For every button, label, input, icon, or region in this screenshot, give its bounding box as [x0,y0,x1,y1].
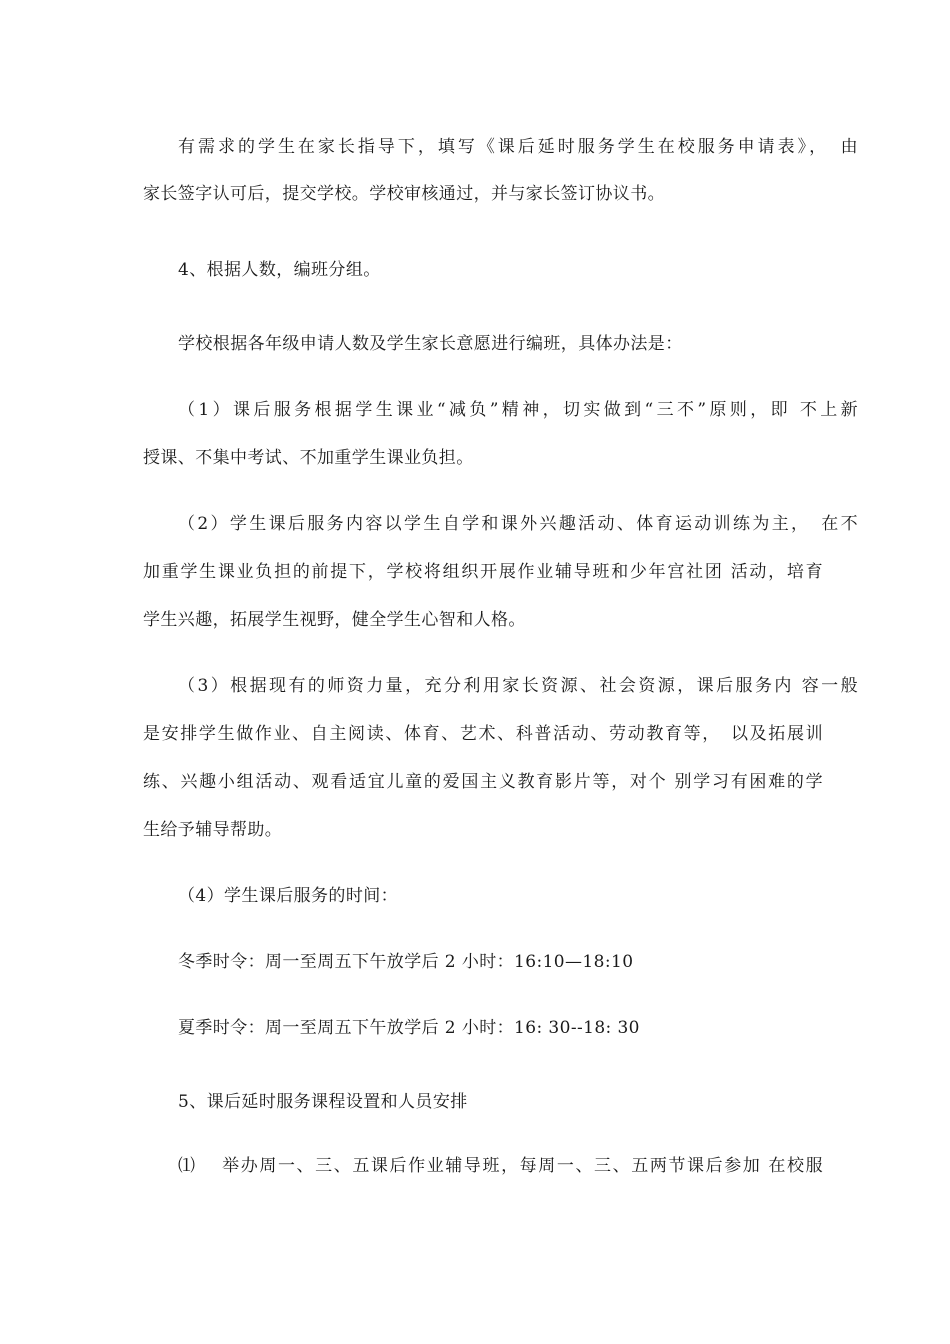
list-item-line: （2）学生课后服务内容以学生自学和课外兴趣活动、体育运动训练为主， 在不 [178,514,858,534]
paragraph-line: 学校根据各年级申请人数及学生家长意愿进行编班，具体办法是： [178,334,683,354]
schedule-line: 冬季时令：周一至周五下午放学后 2 小时：16:10—18:10 [178,952,634,972]
list-item-line: 授课、不集中考试、不加重学生课业负担。 [143,448,474,468]
list-item-line: 生给予辅导帮助。 [143,820,283,840]
list-item-line: 是安排学生做作业、自主阅读、体育、艺术、科普活动、劳动教育等， 以及拓展训 [143,724,823,744]
list-item-line: ⑴ 举办周一、三、五课后作业辅导班，每周一、三、五两节课后参加 在校服 [178,1156,823,1176]
list-item-line: 加重学生课业负担的前提下，学校将组织开展作业辅导班和少年宫社团 活动，培育 [143,562,823,582]
section-heading: 4、根据人数，编班分组。 [178,260,381,280]
schedule-line: 夏季时令：周一至周五下午放学后 2 小时：16: 30--18: 30 [178,1018,640,1038]
paragraph-line: 家长签字认可后，提交学校。学校审核通过，并与家长签订协议书。 [143,184,665,204]
list-item-line: 学生兴趣，拓展学生视野，健全学生心智和人格。 [143,610,526,630]
list-item-line: （3）根据现有的师资力量，充分利用家长资源、社会资源，课后服务内 容一般 [178,676,858,696]
list-item-line: 练、兴趣小组活动、观看适宜儿童的爱国主义教育影片等，对个 别学习有困难的学 [143,772,823,792]
list-item-line: （4）学生课后服务的时间： [178,886,399,906]
list-item-line: （1）课后服务根据学生课业“减负”精神，切实做到“三不”原则，即 不上新 [178,400,858,420]
section-heading: 5、课后延时服务课程设置和人员安排 [178,1092,468,1112]
paragraph-line: 有需求的学生在家长指导下，填写《课后延时服务学生在校服务申请表》， 由 [178,137,858,157]
